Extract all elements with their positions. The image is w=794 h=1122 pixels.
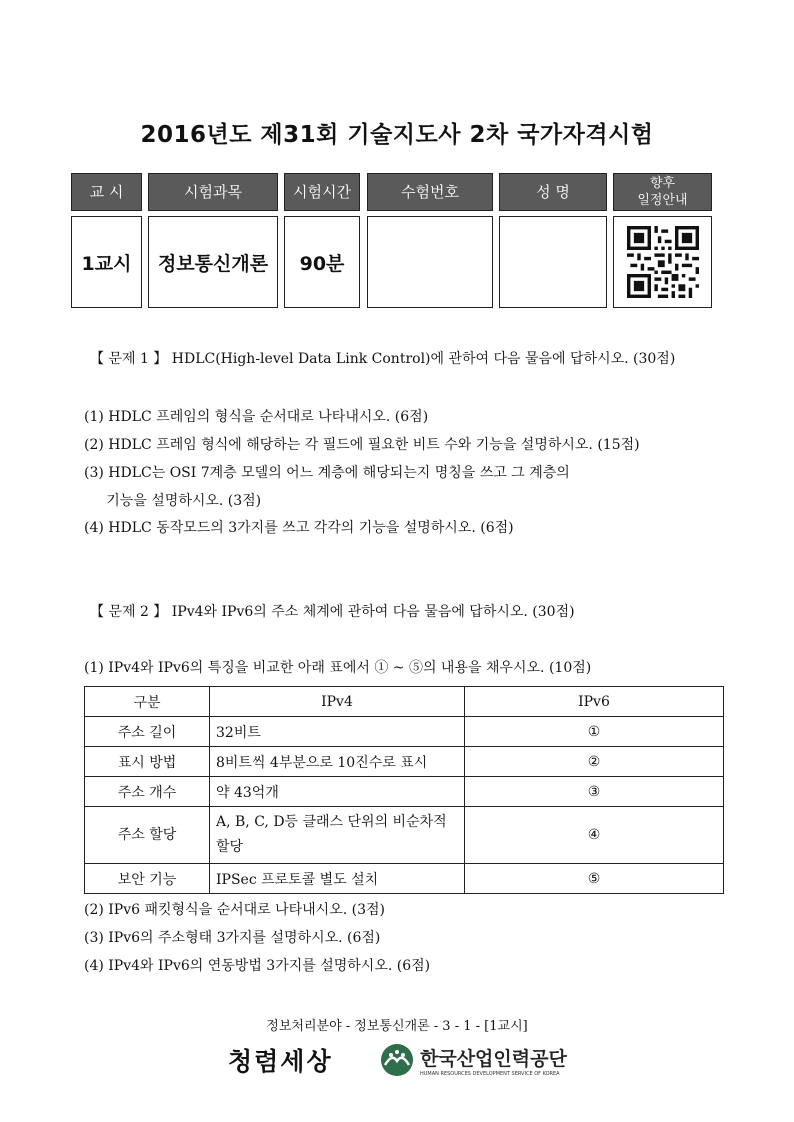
table-row <box>85 864 724 894</box>
q1-item: (3) HDLC는 OSI 7계층 모델의 어느 계층에 해당되는지 명칭을 쓰고 그 계층의 <box>84 465 570 481</box>
table-cell: ⑤ <box>465 864 724 894</box>
table-header-row <box>85 687 724 717</box>
page-footer: 정보처리분야 - 정보통신개론 - 3 - 1 - [1교시] <box>266 1019 528 1034</box>
schedule-label-line2: 일정안내 <box>637 193 688 208</box>
table-cell: 보안 기능 <box>85 864 210 894</box>
header-time-label: 시험시간 <box>284 173 360 211</box>
table-row <box>85 717 724 747</box>
hrdk-logo-text: 한국산업인력공단 <box>420 1047 567 1070</box>
name-field[interactable] <box>499 216 607 308</box>
q2-item: (3) IPv6의 주소형태 3가지를 설명하시오. (6점) <box>84 930 381 946</box>
table-cell: 주소 길이 <box>85 717 210 747</box>
table-cell: ④ <box>465 807 724 864</box>
qr-code-icon[interactable] <box>627 226 699 298</box>
table-cell: 약 43억개 <box>210 777 465 807</box>
table-row <box>85 747 724 777</box>
q1-item: (1) HDLC 프레임의 형식을 순서대로 나타내시오. (6점) <box>84 409 429 425</box>
header-period-label: 교 시 <box>71 173 142 211</box>
time-value: 90분 <box>284 216 360 308</box>
integrity-logo-text: 청렴세상 <box>228 1047 333 1076</box>
q2-item: (2) IPv6 패킷형식을 순서대로 나타내시오. (3점) <box>84 902 385 918</box>
table-cell: 32비트 <box>210 717 465 747</box>
integrity-world-logo <box>228 1040 333 1080</box>
table-row <box>85 807 724 864</box>
q1-item-continuation: 기능을 설명하시오. (3점) <box>84 493 262 509</box>
table-cell: ① <box>465 717 724 747</box>
hrdk-emblem-icon <box>380 1043 414 1077</box>
table-cell: IPSec 프로토콜 별도 설치 <box>210 864 465 894</box>
exam-number-field[interactable] <box>367 216 493 308</box>
header-subject-label: 시험과목 <box>148 173 278 211</box>
table-cell: ② <box>465 747 724 777</box>
q1-item: (2) HDLC 프레임 형식에 해당하는 각 필드에 필요한 비트 수와 기능을 설명하시오. (15점) <box>84 437 640 453</box>
subject-value: 정보통신개론 <box>148 216 278 308</box>
question-2-heading: 【 문제 2 】 IPv4와 IPv6의 주소 체계에 관하여 다음 물음에 답하시오. (30점) <box>90 604 575 620</box>
table-cell: 주소 할당 <box>85 807 210 864</box>
hrdk-logo-subtext: HUMAN RESOURCES DEVELOPMENT SERVICE OF KOREA <box>420 1070 560 1077</box>
ipv4-ipv6-comparison-table <box>84 686 724 894</box>
q2-item: (1) IPv4와 IPv6의 특징을 비교한 아래 표에서 ① ~ ⑤의 내용을 채우시오. (10점) <box>84 660 592 676</box>
table-cell: A, B, C, D등 클래스 단위의 비순차적 할당 <box>210 807 465 864</box>
schedule-label-line1: 향후 <box>649 176 676 191</box>
table-header-cell: IPv4 <box>210 687 465 717</box>
table-cell: 표시 방법 <box>85 747 210 777</box>
table-header-cell: IPv6 <box>465 687 724 717</box>
header-name-label: 성 명 <box>499 173 607 211</box>
qr-code-cell[interactable] <box>613 216 712 308</box>
table-cell: ③ <box>465 777 724 807</box>
table-header-cell: 구분 <box>85 687 210 717</box>
page-title: 2016년도 제31회 기술지도사 2차 국가자격시험 <box>140 122 654 148</box>
period-value: 1교시 <box>71 216 142 308</box>
q2-item: (4) IPv4와 IPv6의 연동방법 3가지를 설명하시오. (6점) <box>84 958 431 974</box>
hrdk-logo <box>380 1040 567 1080</box>
header-exam-number-label: 수험번호 <box>367 173 493 211</box>
question-1-heading: 【 문제 1 】 HDLC(High-level Data Link Control)에 관하여 다음 물음에 답하시오. (30점) <box>90 351 676 367</box>
header-schedule-label <box>613 173 712 211</box>
table-cell: 주소 개수 <box>85 777 210 807</box>
q1-item: (4) HDLC 동작모드의 3가지를 쓰고 각각의 기능을 설명하시오. (6점) <box>84 520 514 536</box>
table-cell: 8비트씩 4부분으로 10진수로 표시 <box>210 747 465 777</box>
table-row <box>85 777 724 807</box>
